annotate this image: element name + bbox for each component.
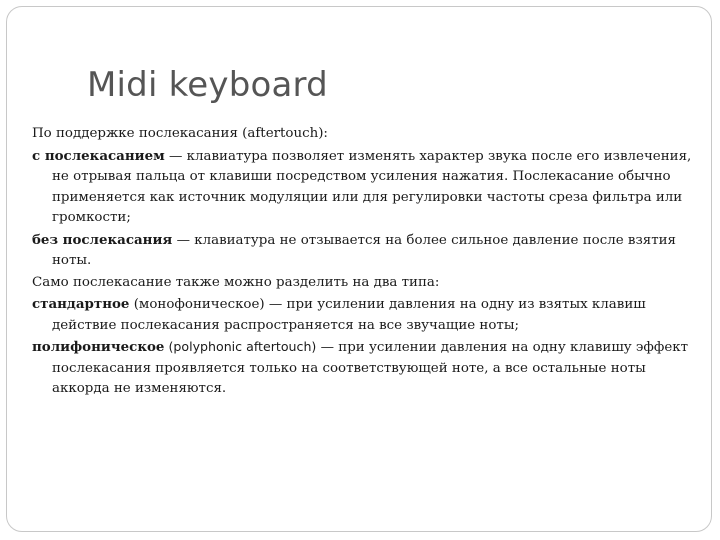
slide bbox=[6, 6, 712, 532]
slide-body bbox=[32, 124, 704, 401]
paragraph-polyphonic bbox=[32, 337, 704, 400]
latin-polyphonic: (polyphonic aftertouch) bbox=[164, 339, 317, 354]
text-polyphonic: — при усилении давления на одну клавишу эффект послекасания проявляется только на соответствующей ноте, а все остальные ноты аккорда не изменяются. bbox=[52, 340, 689, 396]
types-paragraph bbox=[32, 273, 704, 294]
intro-paragraph bbox=[32, 124, 704, 145]
term-polyphonic: полифоническое bbox=[32, 339, 165, 355]
types-text: Само послекасание также можно разделить на два типа: bbox=[32, 274, 440, 290]
term-with-aftertouch: с послекасанием bbox=[32, 147, 165, 164]
intro-text: По поддержке послекасания (aftertouch): bbox=[32, 126, 328, 141]
text-standard: (монофоническое) — при усилении давления на одну из взятых клавиш действие послекасания распространяется на все звучащие ноты; bbox=[52, 297, 646, 333]
term-standard: стандартное bbox=[32, 296, 130, 312]
text-without-aftertouch: — клавиатура не отзывается на более сильное давление после взятия ноты. bbox=[52, 232, 676, 268]
paragraph-without-aftertouch bbox=[32, 230, 704, 272]
paragraph-standard bbox=[32, 294, 704, 336]
text-with-aftertouch: — клавиатура позволяет изменять характер звука после его извлечения, не отрывая пальца от клавиши посредством усиления нажатия. Послекасание обычно применяется как источник модуляции или для регулировки частоты среза фильтра или громкости; bbox=[52, 148, 692, 225]
term-without-aftertouch: без послекасания bbox=[32, 231, 173, 248]
slide-title: Midi keyboard bbox=[87, 65, 328, 105]
paragraph-with-aftertouch bbox=[32, 146, 704, 229]
